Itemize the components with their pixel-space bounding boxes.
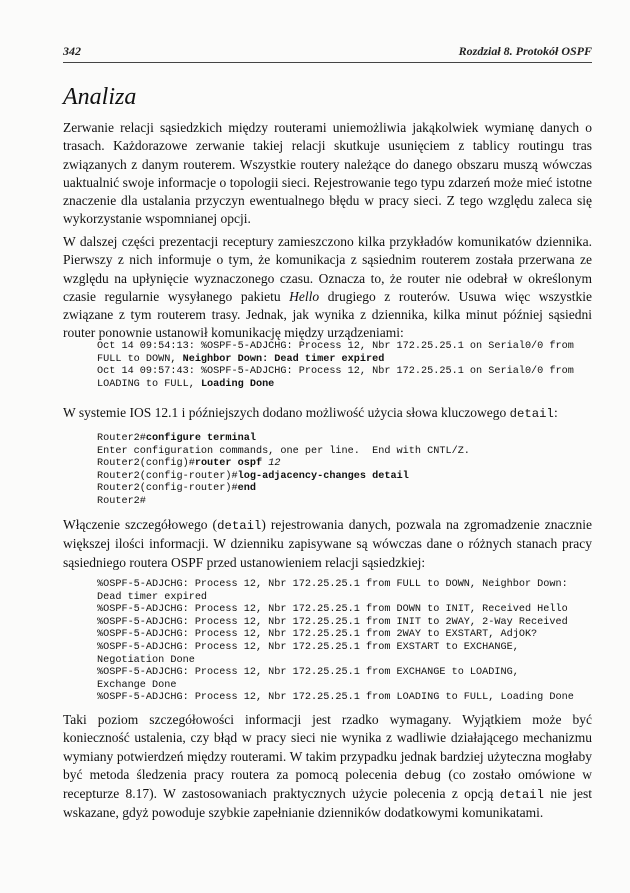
header-rule	[63, 62, 592, 63]
hello-term: Hello	[289, 288, 320, 304]
config-line: Enter configuration commands, one per line. End with CNTL/Z.	[97, 445, 470, 457]
paragraph-text: Taki poziom szczegółowości informacji jest rzadko wymagany. Wyjątkiem może być konieczność ustalenia, czy błąd w pracy sieci nie wynika z wadliwie działającego mechanizmu wymiany potwierdzeń między routerami. W takim przypadku jednak bardziej użyteczna mogłaby być metoda śledzenia pracy routera za pomocą polecenia	[63, 712, 592, 782]
page-number: 342	[63, 44, 81, 58]
paragraph-text: Włączenie szczegółowego (	[63, 517, 218, 532]
log-line: %OSPF-5-ADJCHG: Process 12, Nbr 172.25.25.1 from LOADING to FULL, Loading Done	[97, 692, 574, 704]
page-header	[63, 44, 592, 60]
log-listing-detail	[97, 579, 592, 705]
paragraph-intro: Zerwanie relacji sąsiedzkich między routerami uniemożliwia jakąkolwiek wymianę danych o trasach. Każdorazowe zerwanie takiej relacji skutkuje usunięciem z tablicy routingu tras związanych z danym routerem. Wszystkie routery należące do danego obszaru muszą wówczas uaktualnić swoje informacje o topologii sieci. Rejestrowanie tego typu zdarzeń może mieć istotne znaczenie dla ustalania przyczyn ewentualnego błędu w pracy sieci. Z tego względu zaleca się wykorzystanie wspomnianej opcji.	[63, 120, 592, 227]
paragraph-text: W systemie IOS 12.1 i późniejszych dodano możliwość użycia słowa kluczowego	[63, 405, 510, 420]
config-line: Router2#	[97, 495, 146, 507]
paragraph-detail-logging	[63, 516, 592, 572]
log-line: Oct 14 09:57:43: %OSPF-5-ADJCHG: Process 12, Nbr 172.25.25.1 on Serial0/0 from	[97, 366, 574, 378]
log-line: %OSPF-5-ADJCHG: Process 12, Nbr 172.25.25.1 from INIT to 2WAY, 2-Way Received	[97, 616, 568, 628]
section-title: Analiza	[63, 84, 137, 110]
log-line: Oct 14 09:54:13: %OSPF-5-ADJCHG: Process 12, Nbr 172.25.25.1 on Serial0/0 from	[97, 341, 574, 352]
paragraph-text: nie jest wskazane, gdyż powoduje szybkie zapełnianie dzienników dodatkowymi komunikatami.	[63, 786, 592, 821]
log-listing-basic	[97, 341, 592, 391]
log-line: %OSPF-5-ADJCHG: Process 12, Nbr 172.25.25.1 from 2WAY to EXSTART, AdjOK?	[97, 629, 538, 641]
log-line: Exchange Done	[97, 679, 177, 691]
log-line: %OSPF-5-ADJCHG: Process 12, Nbr 172.25.25.1 from DOWN to INIT, Received Hello	[97, 604, 568, 616]
log-line: Negotiation Done	[97, 654, 195, 666]
detail-keyword: detail	[499, 788, 545, 803]
paragraph-text: ) rejestrowania danych, pozwala na zgromadzenie znacznie większej ilości informacji. W dzienniku zapisywane są wówczas dane o różnych stanach pracy sąsiedniego routera OSPF przed ustanowieniem relacji sąsiedzkiej:	[63, 517, 592, 570]
paragraph-summary	[63, 711, 592, 823]
config-line: Router2#configure terminal	[97, 433, 256, 444]
chapter-title: Rozdział 8. Protokół OSPF	[458, 44, 592, 58]
log-line: %OSPF-5-ADJCHG: Process 12, Nbr 172.25.25.1 from EXSTART to EXCHANGE,	[97, 641, 519, 653]
config-line: Router2(config-router)#log-adjacency-changes detail	[97, 470, 409, 482]
config-line: Router2(config)#router ospf 12	[97, 458, 281, 470]
debug-keyword: debug	[404, 768, 442, 783]
config-line: Router2(config-router)#end	[97, 483, 256, 495]
log-line: LOADING to FULL, Loading Done	[97, 378, 275, 390]
detail-keyword: detail	[509, 407, 554, 421]
paragraph-text: W dalszej części prezentacji receptury zamieszczono kilka przykładów komunikatów dziennika. Pierwszy z nich informuje o tym, że komunikacja z sąsiednim routerem została przerwana ze względu na upłynięcie wyznaczonego czasu. Oznacza to, że router nie odebrał w określonym czasie regularnie wysyłanego pakietu	[63, 234, 592, 304]
paragraph-text: (co zostało omówione w recepturze 8.17). W zastosowaniach praktycznych użycie polecenia z opcją	[63, 766, 592, 802]
paragraph-log-examples	[63, 233, 592, 343]
paragraph-text: drugiego z routerów. Usuwa więc wszystkie związane z tym routerem trasy. Jednak, jak wynika z dziennika, kilka minut później sąsiedni router ponownie ustanowił komunikację między urządzeniami:	[63, 288, 592, 341]
log-line: Dead timer expired	[97, 591, 208, 603]
paragraph-ios-detail: W systemie IOS 12.1 i późniejszych dodano możliwość użycia słowa kluczowego detail:	[63, 405, 558, 421]
detail-keyword: detail	[217, 519, 262, 533]
log-line: %OSPF-5-ADJCHG: Process 12, Nbr 172.25.25.1 from FULL to DOWN, Neighbor Down:	[97, 579, 568, 590]
log-line: FULL to DOWN, Neighbor Down: Dead timer expired	[97, 353, 385, 365]
config-listing	[97, 433, 592, 509]
log-line: %OSPF-5-ADJCHG: Process 12, Nbr 172.25.25.1 from EXCHANGE to LOADING,	[97, 667, 519, 679]
